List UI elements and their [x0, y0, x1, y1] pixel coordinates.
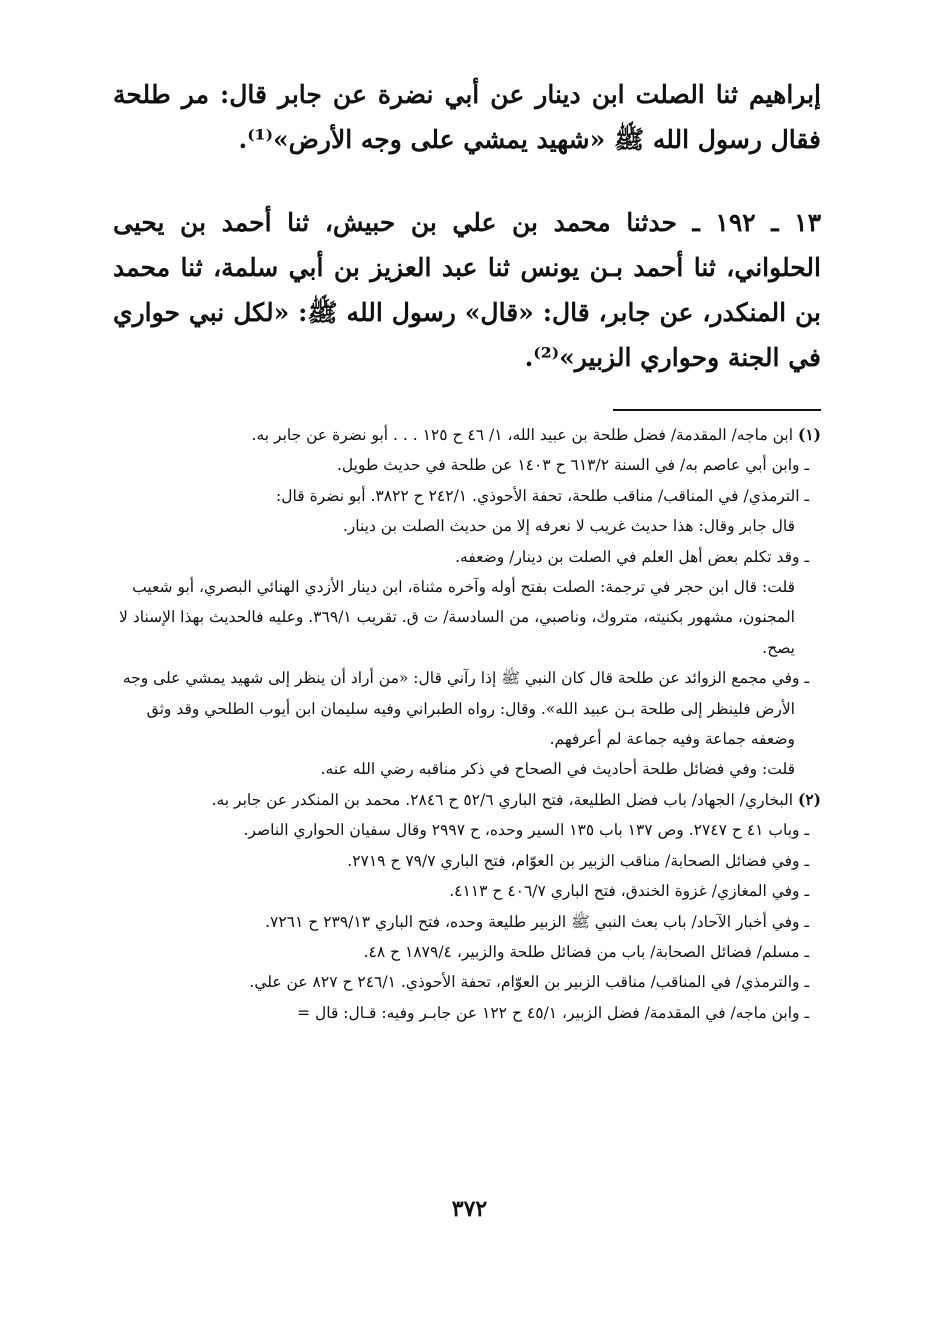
main-paragraph-2: ١٣ ـ ١٩٢ ـ حدثنا محمد بن علي بن حبيش، ثنا أحمد بن يحيى الحلواني، ثنا أحمد بـن يونس ثنا عبد العزيز بن أبي سلمة، ثنا محمد بن المنكدر، عن جابر، قال: «قال» رسول الله ﷺ: «لكل نبي حواري في الجنة وحواري الزبير»⁽²⁾.	[113, 208, 821, 372]
footnote-lead: ابن ماجه/ المقدمة/ فضل طلحة بن عبيد الله، ١/ ٤٦ ح ١٢٥ . . . أبو نضرة عن جابر به.	[251, 426, 794, 444]
footnote-entry: ـ وباب ٤١ ح ٢٧٤٧. وص ١٣٧ باب ١٣٥ السير وحده، ح ٢٩٩٧ وقال سفيان الحواري الناصر.	[113, 815, 821, 845]
footnote-1	[113, 420, 821, 450]
footnote-entry: ـ وفي فضائل الصحابة/ مناقب الزبير بن العوّام، فتح الباري ٧٩/٧ ح ٢٧١٩.	[113, 846, 821, 876]
footnote-entry: ـ وفي المغازي/ غزوة الخندق، فتح الباري ٤٠٦/٧ ح ٤١١٣.	[113, 876, 821, 906]
footnote-separator	[613, 409, 821, 411]
footnote-entry: ـ وابن ماجه/ في المقدمة/ فضل الزبير، ٤٥/١ ح ١٢٢ عن جابـر وفيه: قـال: قال =	[113, 998, 821, 1028]
footnote-entry: ـ الترمذي/ في المناقب/ مناقب طلحة، تحفة الأحوذي. ٢٤٢/١ ح ٣٨٢٢. أبو نضرة قال:	[113, 481, 821, 511]
footnote-number: (٢)	[797, 789, 821, 809]
footnote-entry: ـ وقد تكلم بعض أهل العلم في الصلت بن دينار/ وضعفه.	[113, 542, 821, 572]
main-paragraph-1: إبراهيم ثنا الصلت ابن دينار عن أبي نضرة عن جابر قال: مر طلحة فقال رسول الله ﷺ «شهيد يمشي على وجه الأرض»⁽¹⁾.	[113, 80, 821, 154]
footnote-entry: ـ وابن أبي عاصم به/ في السنة ٦١٣/٢ ح ١٤٠٣ عن طلحة في حديث طويل.	[113, 450, 821, 480]
footnote-entry: ـ والترمذي/ في المناقب/ مناقب الزبير بن العوّام، تحفة الأحوذي. ٢٤٦/١ ح ٨٢٧ عن علي.	[113, 967, 821, 997]
footnote-note: قلت: وفي فضائل طلحة أحاديث في الصحاح في ذكر مناقبه رضي الله عنه.	[320, 760, 795, 779]
footnote-entry: ـ مسلم/ فضائل الصحابة/ باب من فضائل طلحة والزبير، ١٨٧٩/٤ ح ٤٨.	[113, 937, 821, 967]
footnote-2	[113, 785, 821, 815]
footnote-entry: ـ وفي مجمع الزوائد عن طلحة قال كان النبي ﷺ إذا رآني قال: «من أراد أن ينظر إلى شهيد يمشي على وجه الأرض فلينظر إلى طلحة بـن عبيد الله». وقال: رواه الطبراني وفيه سليمان ابن أيوب الطلحي وقد وثق وضعفه جماعة وفيه جماعة لم أعرفهم.	[113, 663, 821, 754]
footnote-note: قلت: قال ابن حجر في ترجمة: الصلت بفتح أوله وآخره مثناة، ابن دينار الأزدي الهنائي البصري، أبو شعيب المجنون، مشهور بكنيته، متروك، وناصبي، من السادسة/ ت ق. تقريب ٣٦٩/١. وعليه فالحديث بهذا الإسناد لا يصح.	[119, 578, 795, 657]
footnote-number: (١)	[797, 425, 821, 444]
footnote-note: قال جابر وقال: هذا حديث غريب لا نعرفه إلا من حديث الصلت بن دينار.	[342, 517, 795, 536]
footnote-lead: البخاري/ الجهاد/ باب فضل الطليعة، فتح الباري ٥٢/٦ ح ٢٨٤٦. محمد بن المنكدر عن جابر به.	[211, 790, 794, 809]
page-number: ٣٧٢	[451, 1196, 488, 1222]
footnotes	[113, 420, 821, 1028]
footnote-entry: ـ وفي أخبار الآحاد/ باب بعث النبي ﷺ الزبير طليعة وحده، فتح الباري ٢٣٩/١٣ ح ٧٢٦١.	[113, 907, 821, 937]
